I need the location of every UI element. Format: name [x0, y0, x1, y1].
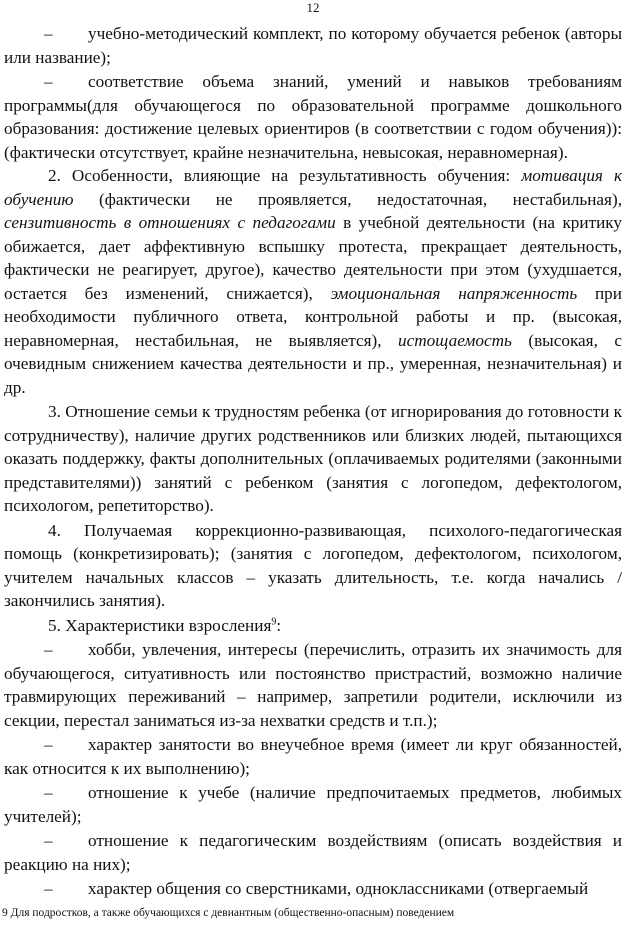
footnote [2, 906, 622, 920]
paragraph-text: (фактически не проявляется, недостаточная, нестабильная), [73, 189, 622, 209]
list-item [4, 877, 622, 901]
list-item-text: отношение к педагогическим воздействиям (описать воздействия и реакцию на них); [4, 831, 622, 874]
italic-term-emotional-tension: эмоциональная напряженность [330, 283, 578, 303]
list-item-text: характер общения со сверстниками, одноклассниками (отвергаемый [88, 879, 589, 898]
list-item-text: отношение к учебе (наличие предпочитаемых предметов, любимых учителей); [4, 783, 622, 826]
dash-bullet: – [44, 735, 53, 754]
page-number: 12 [306, 0, 320, 15]
list-item [4, 22, 622, 69]
list-item-text: учебно-методический комплект, по которому обучается ребенок (авторы или название); [4, 24, 622, 67]
dash-bullet: – [44, 24, 53, 43]
paragraph-5 [4, 614, 622, 638]
paragraph-text: 5. Характеристики взросления [48, 615, 272, 635]
dash-bullet: – [44, 783, 53, 802]
list-item-text: характер занятости во внеучебное время (имеет ли круг обязанностей, как относится к их выполнению); [4, 735, 622, 778]
list-item [4, 781, 622, 828]
paragraph-2 [4, 164, 622, 399]
paragraph-text: в учебной деятельности (на критику обижается, дает аффективную вспышку протеста, прекращает деятельность, фактически не реагирует, другое), качество деятельности при этом (ухудшается, остается без изменений, снижается), [4, 213, 623, 303]
list-item [4, 70, 622, 164]
paragraph-3: 3. Отношение семьи к трудностям ребенка (от игнорирования до готовности к сотрудничеству), наличие других родственников или близких людей, пытающихся оказать поддержку, факты дополнительных (оплачиваемых родителями (законными представителями)) занятий с ребенком (занятия с логопедом, дефектологом, психологом, репетиторство). [4, 402, 622, 515]
list-item [4, 829, 622, 876]
dash-bullet: – [44, 879, 53, 898]
paragraph-4: 4. Получаемая коррекционно-развивающая, психолого-педагогическая помощь (конкретизировать); (занятия с логопедом, дефектологом, психологом, учителем начальных классов – указать длительность, т.е. когда начались /закончились занятия). [4, 520, 622, 610]
list-item-text: хобби, увлечения, интересы (перечислить, отразить их значимость для обучающегося, ситуативность или постоянство пристрастий, возможно наличие травмирующих переживаний – например, запретили родители, исключили из секции, перестал заниматься из-за нехватки средств и т.п.); [4, 640, 622, 730]
footnote-text: Для подростков, а также обучающихся с девиантным (общественно-опасным) поведением [7, 907, 455, 919]
italic-term-sensitivity: сензитивность в отношениях с педагогами [4, 213, 336, 232]
dash-bullet: – [44, 640, 53, 659]
list-item [4, 638, 622, 732]
list-item [4, 733, 622, 780]
paragraph-text: (высокая, с очевидным снижением качества деятельности и пр., умеренная, незначительная) и др. [4, 330, 622, 397]
italic-term-motivation: мотивация к обучению [4, 166, 622, 209]
italic-term-exhaustion: истощаемость [398, 330, 512, 350]
paragraph-text: : [276, 615, 282, 635]
dash-bullet: – [44, 72, 53, 91]
paragraph-text: 2. Особенности, влияющие на результативность обучения: [48, 166, 522, 185]
footnote-reference[interactable]: 9 [271, 615, 277, 627]
document-body [4, 22, 622, 901]
dash-bullet: – [44, 831, 53, 850]
paragraph-text: при необходимости публичного ответа, контрольной работы и пр. (высокая, неравномерная, нестабильная, не выявляется), [4, 283, 622, 350]
list-item-text: соответствие объема знаний, умений и навыков требованиям программы(для обучающегося по образовательной программе дошкольного образования: достижение целевых ориентиров (в соответствии с годом обучения)): (фактически отсутствует, крайне незначительна, невысокая, неравномерная). [4, 72, 622, 162]
footnote-number: 9 [2, 907, 8, 919]
